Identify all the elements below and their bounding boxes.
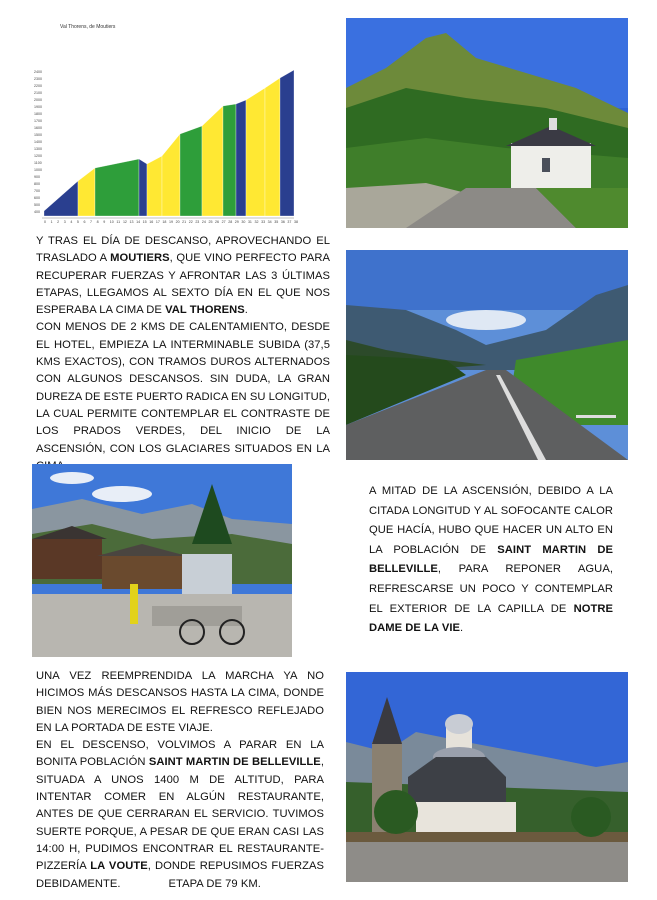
profile-x-tick: 4 [70,220,73,224]
para3-text-2: EN EL DESCENSO, VOLVIMOS A PARAR EN LA BONITA POBLACIÓN [36,739,324,769]
profile-segment [139,159,147,216]
profile-x-tick: 20 [175,220,180,224]
profile-x-tick: 25 [208,220,213,224]
profile-x-tick: 10 [109,220,114,224]
profile-x-tick: 34 [267,220,272,224]
profile-x-tick: 26 [215,220,220,224]
place-notre-dame: NOTRE DAME DE LA VIE [369,602,613,635]
profile-x-tick: 24 [201,220,206,224]
photo-church [346,672,628,882]
profile-x-tick: 36 [280,220,285,224]
para2-text-1: A MITAD DE LA ASCENSIÓN, DEBIDO A LA CITADA LONGITUD Y AL SOFOCANTE CALOR QUE HACÍA, HUBO QUE HACER UN ALTO EN LA POBLACIÓN DE [369,485,613,556]
profile-x-tick: 33 [261,220,266,224]
profile-x-tick: 29 [234,220,239,224]
profile-x-tick: 21 [182,220,187,224]
profile-x-tick: 3 [63,220,66,224]
profile-x-tick: 16 [149,220,154,224]
profile-y-tick: 400 [34,210,40,214]
para3-text-4: , DONDE REPUSIMOS FUERZAS DEBIDAMENTE. [36,860,324,890]
profile-y-tick: 1600 [34,126,42,130]
photo-valley-road [346,250,628,460]
profile-x-tick: 30 [241,220,246,224]
profile-y-tick: 1700 [34,119,42,123]
profile-y-tick: 500 [34,203,40,207]
profile-x-tick: 13 [129,220,134,224]
para1-text-1: Y TRAS EL DÍA DE DESCANSO, APROVECHANDO EL TRASLADO A [36,235,330,265]
profile-y-tick: 1000 [34,168,42,172]
profile-segment [246,88,265,216]
photo-village-fountain [32,464,292,657]
text-block-3 [36,668,324,893]
para3-text-1: UNA VEZ REEMPRENDIDA LA MARCHA YA NO HICIMOS MÁS DESCANSOS HASTA LA CIMA, DONDE BIEN NOS MERECIMOS EL REFRESCO REFLEJADO EN LA PORTADA DE ESTE VIAJE. [36,670,324,734]
profile-x-tick: 5 [76,220,79,224]
profile-y-tick: 600 [34,196,40,200]
profile-x-tick: 38 [294,220,298,224]
profile-segment [280,70,294,216]
profile-x-tick: 12 [122,220,127,224]
profile-x-tick: 15 [142,220,147,224]
para3-text-3: , SITUADA A UNOS 1400 M DE ALTITUD, PARA INTENTAR COMER EN ALGÚN RESTAURANTE, ANTES DE QUE CERRARAN EL SERVICIO. TUVIMOS SUERTE PORQUE, A PESAR DE QUE ERAN CASI LAS 14:00 H, PUDIMOS ENCONTRAR EL RESTAURANTE-PIZZERÍA [36,756,324,873]
profile-x-tick: 2 [57,220,60,224]
place-val-thorens: VAL THORENS [165,304,245,317]
place-saint-martin: SAINT MARTIN DE BELLEVILLE [369,543,613,576]
profile-segment [44,181,78,216]
place-saint-martin-2: SAINT MARTIN DE BELLEVILLE [148,756,321,769]
elevation-profile [32,18,297,225]
photo-chapel-mountain [346,18,628,228]
para1-text-4: CON MENOS DE 2 KMS DE CALENTAMIENTO, DESDE EL HOTEL, EMPIEZA LA INTERMINABLE SUBIDA (37,5 KMS EXACTOS), CON TRAMOS DUROS ALTERNADOS CON ALGUNOS DESCANSOS. SIN DUDA, LA GRAN DUREZA DE ESTE PUERTO RADICA EN SU LONGITUD, LA CUAL PERMITE CONTEMPLAR EL CONTRASTE DE LOS PRADOS VERDES, DEL INICIO DE LA ASCENSIÓN, CON LOS GLACIARES SITUADOS EN LA [36,321,330,455]
text-block-2 [369,482,613,639]
profile-y-tick: 1400 [34,140,42,144]
profile-x-tick: 17 [155,220,160,224]
profile-y-tick: 2100 [34,91,42,95]
profile-segment [78,168,95,216]
profile-y-tick: 1300 [34,147,42,151]
profile-x-tick: 0 [44,220,46,224]
profile-x-tick: 27 [221,220,226,224]
profile-x-tick: 28 [228,220,233,224]
profile-title: Val Thorens, de Moutiers [60,24,116,30]
profile-x-tick: 9 [103,220,106,224]
profile-y-tick: 1500 [34,133,42,137]
profile-segment [265,78,280,216]
para2-text-3: . [460,622,464,635]
profile-segment [223,104,236,216]
place-la-voute: LA VOUTE [90,860,148,873]
text-block-1 [36,233,330,475]
profile-y-tick: 700 [34,189,40,193]
profile-x-tick: 35 [274,220,279,224]
stage-distance: ETAPA DE 79 KM. [168,877,261,890]
profile-x-tick: 11 [116,220,121,224]
para1-text-2: , QUE VINO PERFECTO PARA RECUPERAR FUERZAS Y AFRONTAR LAS 3 ÚLTIMAS ETAPAS, LLEGAMOS AL SEXTO DÍA EN EL QUE NOS ESPERABA LA CIMA DE [36,252,330,317]
profile-y-tick: 1200 [34,154,42,158]
profile-x-tick: 31 [247,220,252,224]
profile-x-tick: 37 [287,220,292,224]
para1-text-3: . [244,304,248,317]
profile-x-tick: 6 [83,220,86,224]
profile-x-tick: 14 [136,220,141,224]
elevation-profile-chart [32,18,297,225]
profile-x-tick: 19 [169,220,173,224]
profile-y-tick: 1900 [34,105,42,109]
profile-x-tick: 32 [254,220,259,224]
profile-y-tick: 900 [34,175,40,179]
place-moutiers: MOUTIERS [110,252,170,265]
profile-segment [202,106,223,216]
profile-y-tick: 1100 [34,161,42,165]
profile-y-tick: 800 [34,182,40,186]
profile-segment [147,156,162,216]
profile-x-tick: 8 [96,220,99,224]
profile-y-tick: 2400 [34,70,42,74]
profile-segment [162,134,180,216]
profile-segment [95,159,139,216]
profile-x-tick: 7 [90,220,93,224]
profile-y-tick: 1800 [34,112,42,116]
profile-y-tick: 2000 [34,98,42,102]
profile-x-tick: 18 [162,220,167,224]
para2-text-2: , PARA REPONER AGUA, REFRESCARSE UN POCO Y CONTEMPLAR EL EXTERIOR DE LA CAPILLA DE [369,563,613,615]
profile-y-tick: 2300 [34,77,42,81]
profile-x-tick: 23 [195,220,200,224]
profile-x-tick: 22 [188,220,193,224]
profile-x-tick: 1 [50,220,53,224]
profile-segment [236,100,246,216]
profile-segment [180,126,202,216]
profile-y-tick: 2200 [34,84,42,88]
